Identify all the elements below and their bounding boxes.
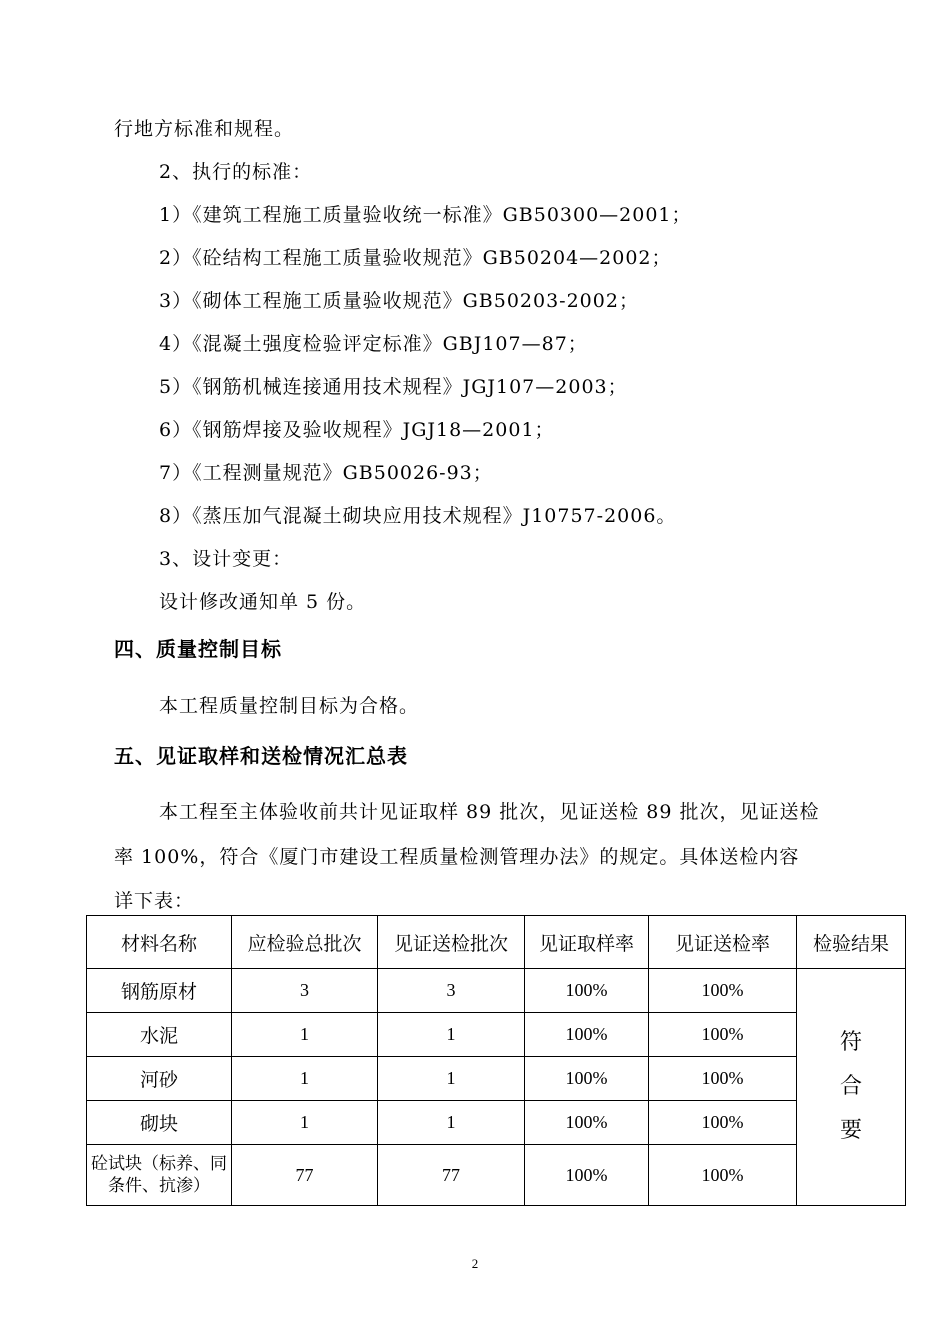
standard-item-3: 3）《砌体工程施工质量验收规范》GB50203-2002； <box>159 290 639 312</box>
material-cell: 砌块 <box>87 1101 232 1145</box>
total-batches-cell: 3 <box>232 969 378 1013</box>
standard-item-2: 2）《砼结构工程施工质量验收规范》GB50204—2002； <box>159 247 672 269</box>
standard-item-7: 7）《工程测量规范》GB50026-93； <box>159 462 493 484</box>
header-total-batches: 应检验总批次 <box>232 916 378 969</box>
total-batches-cell: 1 <box>232 1057 378 1101</box>
sampling-rate-cell: 100% <box>525 1057 649 1101</box>
total-batches-cell: 1 <box>232 1101 378 1145</box>
text-line-2: 2、执行的标准： <box>159 161 313 183</box>
section-5-paragraph-line-3: 详下表： <box>114 890 195 912</box>
section-5-paragraph-line-2: 率 100%，符合《厦门市建设工程质量检测管理办法》的规定。具体送检内容 <box>114 846 800 868</box>
sampling-summary-table <box>86 915 906 1206</box>
inspection-rate-cell: 100% <box>649 969 797 1013</box>
table-row <box>87 969 906 1013</box>
total-batches-cell: 1 <box>232 1013 378 1057</box>
material-cell: 河砂 <box>87 1057 232 1101</box>
header-inspection-rate: 见证送检率 <box>649 916 797 969</box>
material-cell: 水泥 <box>87 1013 232 1057</box>
witness-batches-cell: 3 <box>378 969 525 1013</box>
inspection-rate-cell: 100% <box>649 1101 797 1145</box>
section-heading-4: 四、质量控制目标 <box>114 637 282 661</box>
header-sampling-rate: 见证取样率 <box>525 916 649 969</box>
text-line-design-notice: 设计修改通知单 5 份。 <box>159 591 367 613</box>
text-line-design-change: 3、设计变更： <box>159 548 293 570</box>
sampling-rate-cell: 100% <box>525 1101 649 1145</box>
standard-item-6: 6）《钢筋焊接及验收规程》JGJ18—2001； <box>159 419 555 441</box>
text-line-1: 行地方标准和规程。 <box>114 118 295 140</box>
witness-batches-cell: 1 <box>378 1013 525 1057</box>
table-row <box>87 1013 906 1057</box>
inspection-rate-cell: 100% <box>649 1145 797 1206</box>
result-char-2: 合 <box>839 1074 862 1099</box>
sampling-rate-cell: 100% <box>525 1145 649 1206</box>
section-5-paragraph-line-1: 本工程至主体验收前共计见证取样 89 批次，见证送检 89 批次，见证送检 <box>159 801 820 823</box>
result-cell <box>797 969 906 1206</box>
material-cell <box>87 1145 232 1206</box>
section-4-paragraph: 本工程质量控制目标为合格。 <box>159 695 420 717</box>
inspection-rate-cell: 100% <box>649 1057 797 1101</box>
material-label-concrete: 砼试块（标养、同条件、抗渗） <box>91 1154 227 1196</box>
witness-batches-cell: 1 <box>378 1057 525 1101</box>
result-char-3: 要 <box>839 1118 862 1143</box>
section-heading-5: 五、见证取样和送检情况汇总表 <box>114 744 408 768</box>
sampling-rate-cell: 100% <box>525 969 649 1013</box>
standard-item-4: 4）《混凝土强度检验评定标准》GBJ107—87； <box>159 333 588 355</box>
header-result: 检验结果 <box>797 916 906 969</box>
header-material-name: 材料名称 <box>87 916 232 969</box>
page-number: 2 <box>471 1256 479 1271</box>
table-row <box>87 1057 906 1101</box>
table-row <box>87 1101 906 1145</box>
standard-item-1: 1）《建筑工程施工质量验收统一标准》GB50300—2001； <box>159 204 692 226</box>
sampling-rate-cell: 100% <box>525 1013 649 1057</box>
result-char-1: 符 <box>839 1030 862 1055</box>
inspection-rate-cell: 100% <box>649 1013 797 1057</box>
material-cell: 钢筋原材 <box>87 969 232 1013</box>
standard-item-8: 8）《蒸压加气混凝土砌块应用技术规程》J10757-2006。 <box>159 505 677 527</box>
witness-batches-cell: 77 <box>378 1145 525 1206</box>
standard-item-5: 5）《钢筋机械连接通用技术规程》JGJ107—2003； <box>159 376 628 398</box>
header-witness-batches: 见证送检批次 <box>378 916 525 969</box>
witness-batches-cell: 1 <box>378 1101 525 1145</box>
total-batches-cell: 77 <box>232 1145 378 1206</box>
table-header-row <box>87 916 906 969</box>
table-row <box>87 1145 906 1206</box>
